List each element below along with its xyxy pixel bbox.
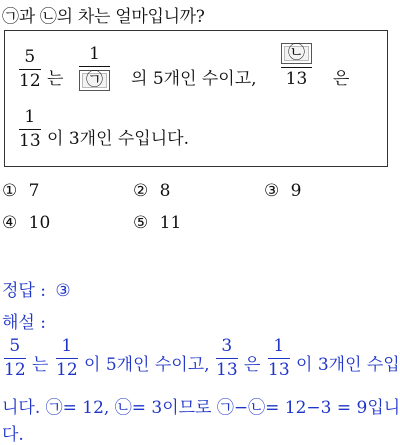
problem-box: [4, 30, 388, 167]
problem-text-4: 이 3개인 수입니다.: [47, 129, 189, 149]
numerator: 1: [273, 336, 285, 356]
fraction-bar: [281, 67, 312, 68]
answer-line: [2, 276, 71, 301]
explanation-text-4: 이 3개인 수입: [296, 355, 400, 375]
option-value: 11: [159, 213, 182, 233]
explanation-text-2: 이 5개인 수이고,: [84, 355, 210, 375]
explanation-label: 해설 :: [2, 313, 46, 333]
fraction-1-12: [56, 338, 78, 379]
fraction-bar: [216, 358, 238, 359]
denominator: 12: [4, 360, 26, 380]
fraction-blank-13: [281, 43, 312, 88]
answer-value: ③: [55, 281, 71, 301]
option-5[interactable]: [133, 213, 181, 233]
fraction-bar: [79, 66, 110, 67]
explanation-line-2: 니다. ㉠= 12, ㉡= 3이므로 ㉠−㉡= 12−3 = 9입니: [2, 398, 400, 418]
problem-text-2: 의 5개인 수이고,: [131, 69, 257, 89]
fraction-5-12: [4, 338, 26, 379]
fraction-1-13: [19, 109, 41, 150]
problem-text-3: 은: [333, 69, 350, 89]
problem-text-1: 는: [47, 69, 64, 89]
option-4[interactable]: [2, 213, 50, 233]
fraction-bar: [268, 358, 290, 359]
denominator: 13: [285, 69, 308, 89]
denominator: 12: [56, 360, 78, 380]
option-1[interactable]: [2, 181, 39, 201]
numerator: 1: [89, 44, 100, 64]
numerator: 3: [221, 336, 233, 356]
explanation-text-3: 은: [244, 355, 261, 375]
fraction-1-blank: [79, 46, 110, 91]
numerator: 1: [24, 107, 36, 127]
denominator: 12: [19, 71, 41, 91]
explanation-text-1: 는: [32, 355, 49, 375]
option-2[interactable]: [133, 181, 170, 201]
denominator: 13: [216, 360, 238, 380]
option-value: 8: [159, 181, 171, 201]
numerator: 1: [61, 336, 73, 356]
fraction-bar: [56, 358, 78, 359]
numerator: 5: [9, 336, 21, 356]
explanation-line-3: 다.: [2, 425, 24, 445]
fraction-bar: [19, 129, 41, 130]
fraction-bar: [19, 69, 41, 70]
denominator: 13: [19, 131, 41, 151]
fraction-bar: [4, 358, 26, 359]
fraction-1-13: [268, 338, 290, 379]
option-mark: ④: [2, 213, 18, 233]
option-3[interactable]: [264, 181, 301, 201]
answer-label: 정답 :: [2, 281, 46, 301]
option-mark: ①: [2, 181, 18, 201]
option-mark: ⑤: [133, 213, 149, 233]
numerator: 5: [24, 47, 36, 67]
blank-box-a: ㉠: [79, 70, 110, 91]
explanation-line-1: [0, 336, 400, 386]
fraction-3-13: [216, 338, 238, 379]
option-mark: ②: [133, 181, 149, 201]
option-mark: ③: [264, 181, 280, 201]
question-text: ㉠과 ㉡의 차는 얼마입니까?: [2, 7, 205, 27]
denominator: 13: [268, 360, 290, 380]
blank-box-b: ㉡: [281, 43, 312, 64]
option-value: 7: [28, 181, 40, 201]
option-value: 9: [290, 181, 302, 201]
fraction-5-12: [19, 49, 41, 90]
option-value: 10: [28, 213, 51, 233]
